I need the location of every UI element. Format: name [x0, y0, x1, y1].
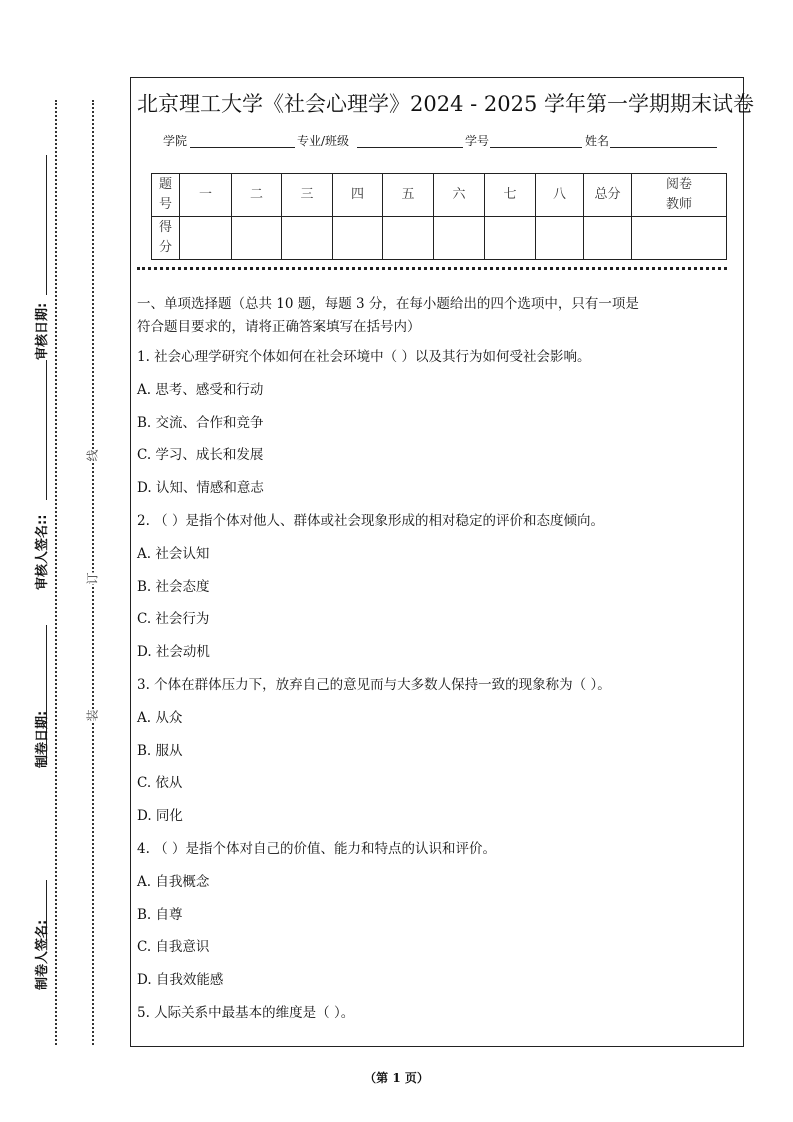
score-table — [151, 173, 727, 260]
dotted-separator — [137, 267, 727, 270]
signature-line — [46, 360, 47, 500]
question-text: 2. （ ）是指个体对他人、群体或社会现象形成的相对稳定的评价和态度倾向。 — [137, 513, 604, 529]
column-header: 八 — [536, 174, 584, 217]
college-label: 学院 — [163, 134, 188, 148]
major-field[interactable] — [357, 147, 463, 148]
reviewer-signature-label: 审核人签名:: — [35, 514, 50, 590]
binding-mark-xian: 线 — [85, 449, 100, 462]
section-heading: 符合题目要求的，请将正确答案填写在括号内） — [137, 319, 421, 335]
column-header: 三 — [282, 174, 333, 217]
student-id-field[interactable] — [490, 147, 582, 148]
answer-option: A. 社会认知 — [137, 545, 210, 562]
review-date-label: 审核日期: — [35, 302, 50, 360]
answer-option: A. 从众 — [137, 709, 183, 726]
score-cell[interactable] — [434, 217, 485, 260]
paper-date-label: 制卷日期: — [35, 710, 50, 768]
answer-option: B. 服从 — [137, 742, 183, 759]
answer-option: C. 社会行为 — [137, 611, 210, 628]
answer-option: B. 交流、合作和竞争 — [137, 414, 264, 431]
score-cell[interactable] — [333, 217, 383, 260]
question-text: 4. （ ）是指个体对自己的价值、能力和特点的认识和评价。 — [137, 841, 496, 857]
answer-option: D. 社会动机 — [137, 644, 210, 661]
exam-title: 北京理工大学《社会心理学》2024 - 2025 学年第一学期期末试卷 — [137, 92, 755, 116]
question-text: 1. 社会心理学研究个体如何在社会环境中（ ）以及其行为如何受社会影响。 — [137, 349, 591, 365]
binding-mark-zhuang: 装 — [85, 709, 100, 722]
column-header: 四 — [333, 174, 383, 217]
column-header: 一 — [180, 174, 232, 217]
row-header: 题号 — [152, 174, 180, 217]
binding-mark-ding: 订 — [85, 572, 100, 585]
answer-option: D. 自我效能感 — [137, 972, 224, 989]
score-cell[interactable] — [232, 217, 282, 260]
column-header: 七 — [485, 174, 536, 217]
answer-option: D. 同化 — [137, 808, 183, 825]
answer-option: B. 自尊 — [137, 906, 183, 923]
column-header: 二 — [232, 174, 282, 217]
student-id-label: 学号 — [465, 134, 490, 148]
score-cell[interactable] — [282, 217, 333, 260]
answer-option: A. 自我概念 — [137, 873, 210, 890]
column-header: 阅卷教师 — [632, 174, 727, 217]
score-cell[interactable] — [632, 217, 727, 260]
college-field[interactable] — [190, 147, 295, 148]
answer-option: A. 思考、感受和行动 — [137, 381, 264, 398]
score-cell[interactable] — [485, 217, 536, 260]
column-header: 五 — [383, 174, 434, 217]
answer-option: C. 依从 — [137, 775, 183, 792]
score-cell[interactable] — [536, 217, 584, 260]
score-cell[interactable] — [584, 217, 632, 260]
column-header: 总分 — [584, 174, 632, 217]
column-header: 六 — [434, 174, 485, 217]
paper-maker-signature-label: 制卷人签名: — [35, 919, 50, 990]
table-row — [152, 174, 727, 217]
question-text: 5. 人际关系中最基本的维度是（ ）。 — [137, 1005, 355, 1021]
row-header: 得分 — [152, 217, 180, 260]
name-field[interactable] — [610, 147, 717, 148]
answer-option: C. 学习、成长和发展 — [137, 447, 264, 464]
answer-option: B. 社会态度 — [137, 578, 210, 595]
signature-line — [46, 155, 47, 295]
page-number: （第 1 页） — [364, 1071, 429, 1085]
name-label: 姓名 — [585, 134, 610, 148]
answer-option: C. 自我意识 — [137, 939, 210, 956]
answer-option: D. 认知、情感和意志 — [137, 480, 264, 497]
score-cell[interactable] — [383, 217, 434, 260]
question-text: 3. 个体在群体压力下，放弃自己的意见而与大多数人保持一致的现象称为（ ）。 — [137, 677, 611, 693]
score-cell[interactable] — [180, 217, 232, 260]
table-row — [152, 217, 727, 260]
section-heading: 一、单项选择题（总共 10 题，每题 3 分，在每小题给出的四个选项中，只有一项是 — [137, 296, 639, 312]
major-label: 专业/班级 — [297, 134, 350, 148]
binding-dotted-line-outer — [55, 100, 57, 1045]
